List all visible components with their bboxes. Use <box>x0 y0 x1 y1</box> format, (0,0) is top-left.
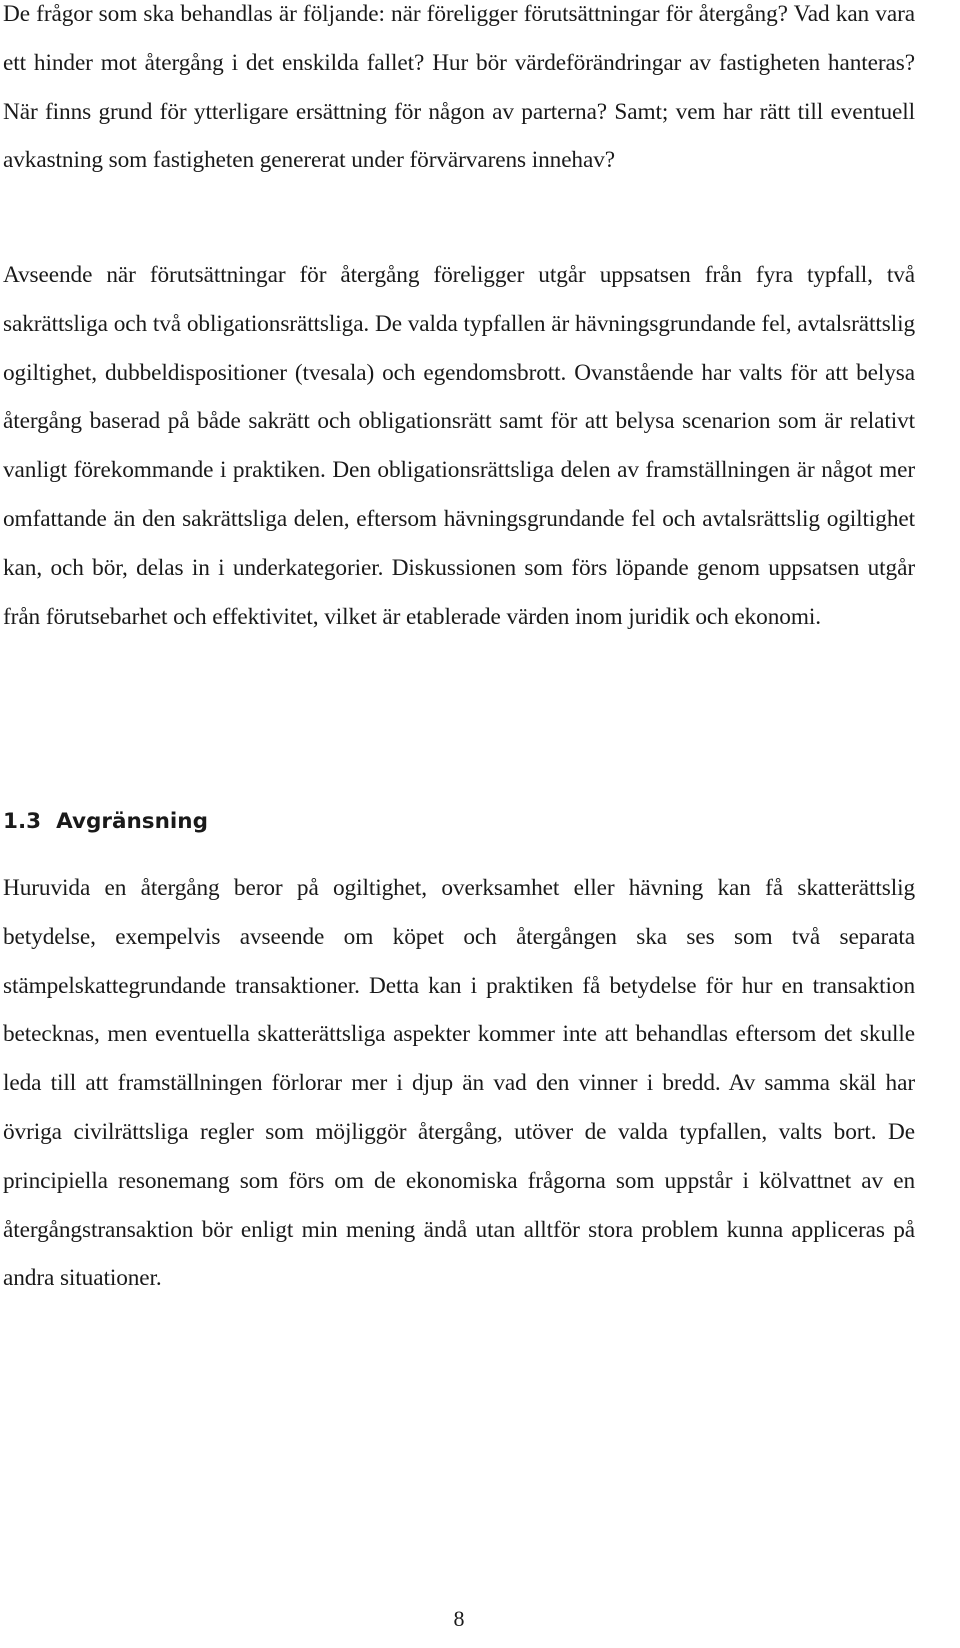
paragraph-research-questions: De frågor som ska behandlas är följande: när föreligger förutsättningar för återgång? Vad kan vara ett hinder mot återgång i det enskilda fallet? Hur bör värdeförändringar av fastigheten hanteras? När finns grund för ytterligare ersättning för någon av parterna? Samt; vem har rätt till eventuell avkastning som fastigheten genererat under förvärvarens innehav? <box>3 1 915 174</box>
section-heading <box>3 807 208 837</box>
section-title: Avgränsning <box>56 809 208 834</box>
section-number: 1.3 <box>3 809 42 834</box>
paragraph-typical-cases: Avseende när förutsättningar för återgång föreligger utgår uppsatsen från fyra typfall, två sakrättsliga och två obligationsrättsliga. De valda typfallen är hävningsgrundande fel, avtalsrättslig ogiltighet, dubbeldispositioner (tvesala) och egendomsbrott. Ovanstående har valts för att belysa återgång baserad på både sakrätt och obligationsrätt samt för att belysa scenarion som är relativt vanligt förekommande i praktiken. Den obligationsrättsliga delen av framställningen är något mer omfattande än den sakrättsliga delen, eftersom hävningsgrundande fel och avtalsrättslig ogiltighet kan, och bör, delas in i underkategorier. Diskussionen som förs löpande genom uppsatsen utgår från förutsebarhet och effektivitet, vilket är etablerade värden inom juridik och ekonomi. <box>3 262 915 630</box>
page-number: 8 <box>453 1606 465 1631</box>
paragraph-delimitation: Huruvida en återgång beror på ogiltighet, overksamhet eller hävning kan få skatterättslig betydelse, exempelvis avseende om köpet och återgången ska ses som två separata stämpelskattegrundande transaktioner. Detta kan i praktiken få betydelse för hur en transaktion betecknas, men eventuella skatterättsliga aspekter kommer inte att behandlas eftersom det skulle leda till att framställningen förlorar mer i djup än vad den vinner i bredd. Av samma skäl har övriga civilrättsliga regler som möjliggör återgång, utöver de valda typfallen, valts bort. De principiella resonemang som förs om de ekonomiska frågorna som uppstår i kölvattnet av en återgångstransaktion bör enligt min mening ändå utan alltför stora problem kunna appliceras på andra situationer. <box>3 875 915 1292</box>
